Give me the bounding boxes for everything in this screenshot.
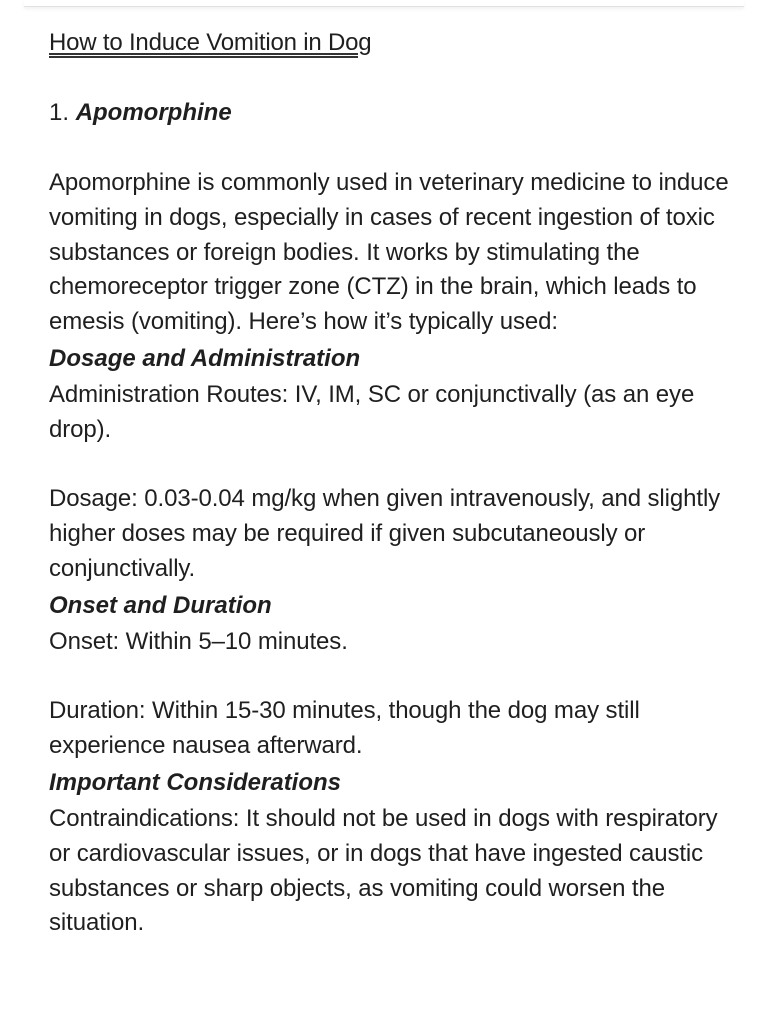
considerations-heading: Important Considerations	[49, 768, 342, 796]
routes-paragraph: Administration Routes: IV, IM, SC or conjunctivally (as an eye drop).	[49, 380, 695, 443]
section-name: Apomorphine	[75, 99, 232, 126]
dosage-heading: Dosage and Administration	[49, 344, 361, 372]
page-top-edge	[24, 0, 744, 7]
onset-heading: Onset and Duration	[49, 591, 272, 619]
intro-paragraph: Apomorphine is commonly used in veterinary medicine to induce vomiting in dogs, especially in cases of recent ingestion of toxic substances or foreign bodies. It works by stimulating the chemoreceptor trigger zone (CTZ) in the brain, which leads to emesis (vomiting). Here’s how it’s typically used:	[49, 169, 729, 336]
onset-paragraph: Onset: Within 5–10 minutes.	[49, 627, 348, 655]
spacer	[49, 660, 739, 695]
document-title: How to Induce Vomition in Dog	[49, 29, 372, 56]
contraindications-paragraph: Contraindications: It should not be used in dogs with respiratory or cardiovascular issues, or in dogs that have ingested caustic substances or sharp objects, as vomiting could worsen the situation.	[49, 804, 718, 937]
spacer	[49, 448, 739, 483]
section-heading	[49, 98, 739, 128]
duration-paragraph: Duration: Within 15-30 minutes, though the dog may still experience nausea afterward.	[49, 697, 640, 760]
dose-paragraph: Dosage: 0.03-0.04 mg/kg when given intravenously, and slightly higher doses may be required if given subcutaneously or conjunctivally.	[49, 485, 721, 582]
section-number: 1.	[49, 99, 70, 126]
document-body	[49, 26, 739, 941]
